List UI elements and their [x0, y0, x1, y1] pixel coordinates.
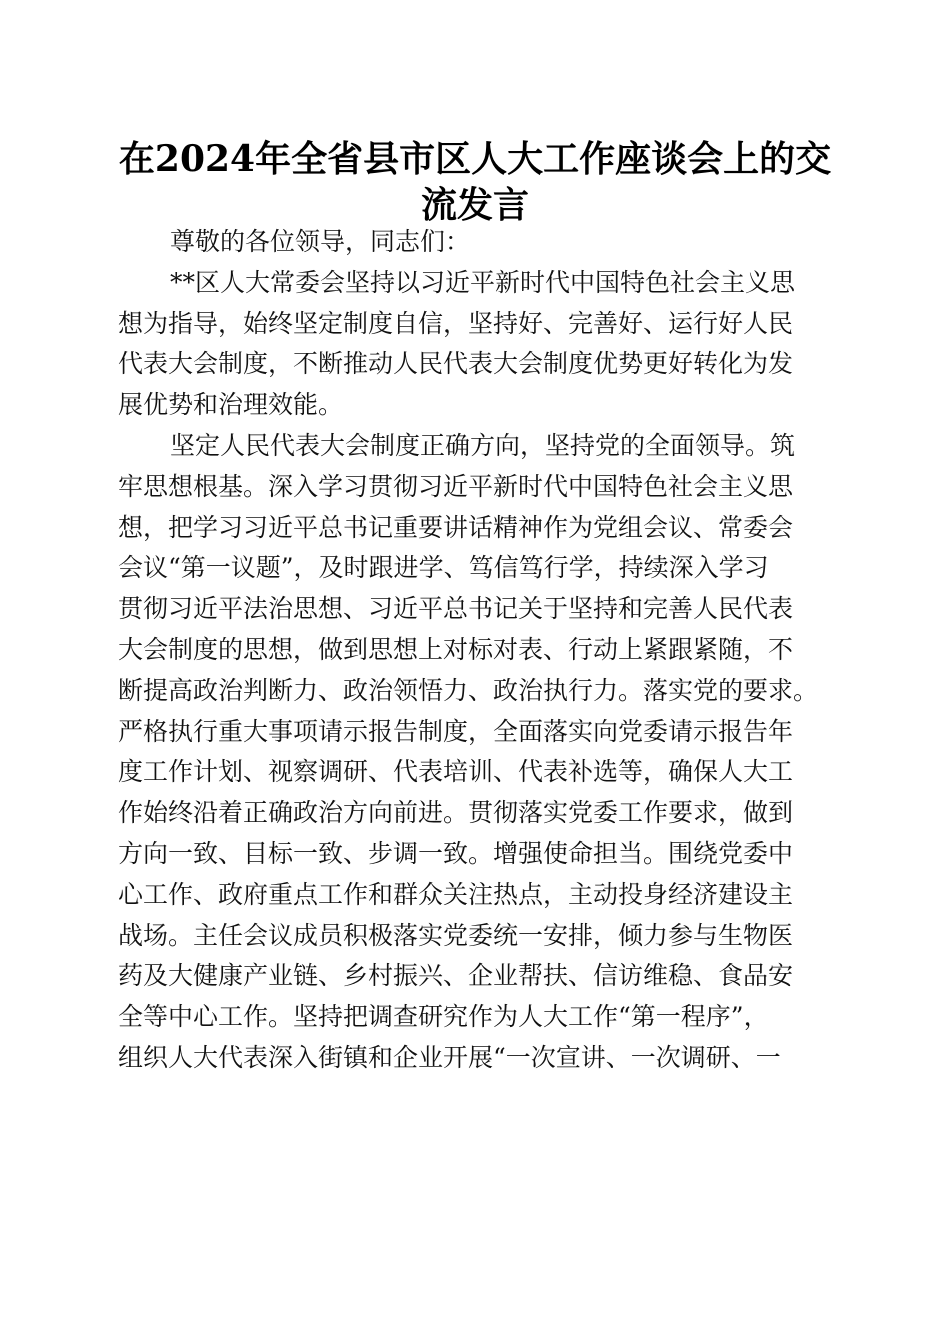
paragraph-line: 想为指导，始终坚定制度自信，坚持好、完善好、运行好人民 — [118, 308, 794, 338]
paragraph-line: 组织人大代表深入街镇和企业开展“一次宣讲、一次调研、一 — [118, 1042, 781, 1072]
document-title: 在2024年全省县市区人大工作座谈会上的交流发言 — [118, 138, 832, 226]
paragraph-line: 心工作、政府重点工作和群众关注热点，主动投身经济建设主 — [118, 879, 794, 909]
paragraph-line: 代表大会制度，不断推动人民代表大会制度优势更好转化为发 — [118, 349, 794, 379]
paragraph-line: 度工作计划、视察调研、代表培训、代表补选等，确保人大工 — [118, 757, 794, 787]
paragraph-line: 严格执行重大事项请示报告制度，全面落实向党委请示报告年 — [118, 716, 794, 746]
document-body — [118, 222, 834, 1079]
paragraph-line: 坚定人民代表大会制度正确方向，坚持党的全面领导。筑 — [170, 430, 796, 460]
paragraph-line: 牢思想根基。深入学习贯彻习近平新时代中国特色社会主义思 — [118, 471, 794, 501]
paragraph-line: **区人大常委会坚持以习近平新时代中国特色社会主义思 — [170, 267, 796, 297]
paragraph-line: 展优势和治理效能。 — [118, 390, 344, 420]
paragraph-party-leadership — [118, 426, 834, 1079]
paragraph-line: 战场。主任会议成员积极落实党委统一安排，倾力参与生物医 — [118, 920, 794, 950]
paragraph-line: 想，把学习习近平总书记重要讲话精神作为党组会议、常委会 — [118, 512, 794, 542]
paragraph-line: 作始终沿着正确政治方向前进。贯彻落实党委工作要求，做到 — [118, 798, 794, 828]
paragraph-line: 会议“第一议题”，及时跟进学、笃信笃行学，持续深入学习 — [118, 553, 769, 583]
salutation — [118, 222, 834, 263]
paragraph-line: 方向一致、目标一致、步调一致。增强使命担当。围绕党委中 — [118, 838, 794, 868]
paragraph-line: 贯彻习近平法治思想、习近平总书记关于坚持和完善人民代表 — [118, 594, 794, 624]
paragraph-intro — [118, 263, 834, 426]
paragraph-line: 大会制度的思想，做到思想上对标对表、行动上紧跟紧随，不 — [118, 634, 794, 664]
salutation-line: 尊敬的各位领导，同志们： — [170, 227, 471, 256]
paragraph-line: 全等中心工作。坚持把调查研究作为人大工作“第一程序”， — [118, 1002, 769, 1032]
paragraph-line: 药及大健康产业链、乡村振兴、企业帮扶、信访维稳、食品安 — [118, 961, 794, 991]
paragraph-line: 断提高政治判断力、政治领悟力、政治执行力。落实党的要求。 — [118, 675, 819, 705]
